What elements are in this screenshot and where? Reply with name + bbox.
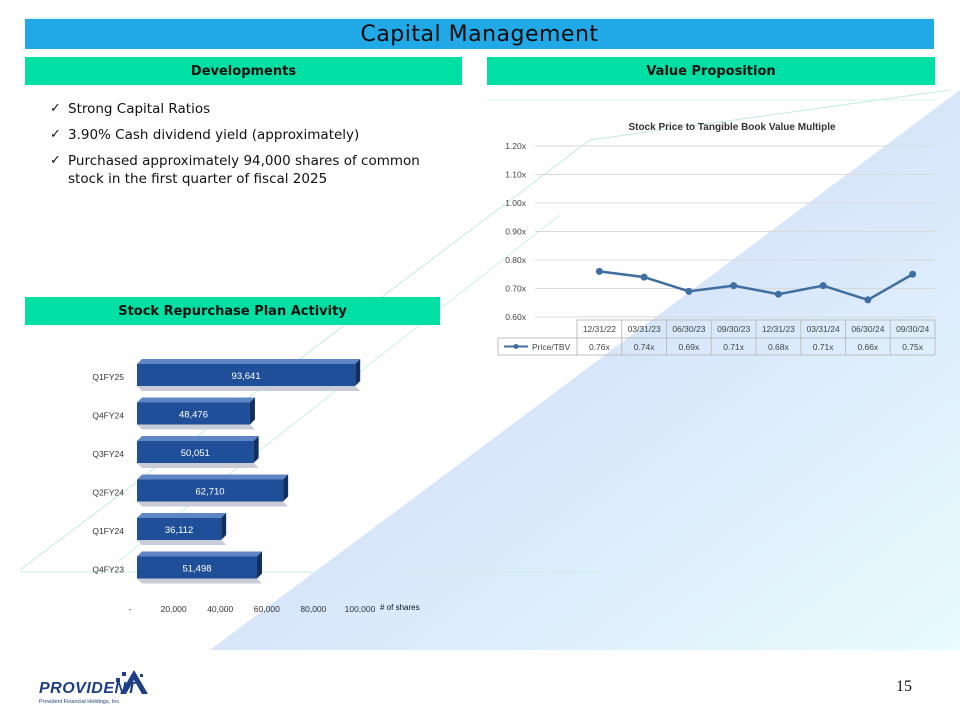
logo-wordmark: PROVIDENT bbox=[39, 680, 137, 697]
bar-value-label: 36,112 bbox=[164, 525, 194, 536]
bar-value-label: 51,498 bbox=[182, 563, 212, 575]
y-tick-label: 1.10x bbox=[505, 169, 526, 180]
bar-value-label: 93,641 bbox=[231, 371, 261, 382]
developments-header: Developments bbox=[25, 57, 462, 85]
bar-top bbox=[137, 475, 288, 480]
value-proposition-header: Value Proposition bbox=[487, 57, 935, 85]
data-table-value: 0.74x bbox=[633, 342, 655, 352]
data-point bbox=[909, 271, 916, 278]
y-category-label: Q1FY25 bbox=[92, 372, 124, 382]
x-tick-label: 100,000 bbox=[344, 604, 376, 614]
data-table-value: 0.75x bbox=[902, 342, 924, 352]
x-category-label: 03/31/23 bbox=[627, 324, 661, 334]
legend-label: Price/TBV bbox=[532, 342, 571, 352]
data-table-value: 0.68x bbox=[767, 342, 789, 352]
checkmark-icon: ✓ bbox=[50, 153, 61, 168]
data-point bbox=[864, 296, 871, 303]
x-axis-title: # of shares bbox=[380, 603, 420, 612]
logo-subtitle: Provident Financial Holdings, Inc. bbox=[39, 699, 121, 705]
y-category-label: Q4FY24 bbox=[92, 410, 124, 421]
bar-shadow bbox=[137, 463, 259, 468]
y-category-label: Q1FY24 bbox=[92, 526, 124, 536]
bar-value-label: 62,710 bbox=[195, 486, 225, 498]
data-table-value: 0.76x bbox=[588, 342, 610, 352]
data-point bbox=[641, 274, 648, 281]
bar-shadow bbox=[137, 540, 226, 545]
x-tick-label: 80,000 bbox=[300, 604, 327, 614]
y-tick-label: 0.60x bbox=[505, 312, 526, 322]
chart-title: Stock Price to Tangible Book Value Multiple bbox=[628, 122, 836, 133]
provident-logo bbox=[36, 664, 156, 708]
data-table-value: 0.66x bbox=[857, 342, 879, 352]
data-point bbox=[775, 291, 782, 298]
bar-top bbox=[137, 513, 226, 518]
x-category-label: 12/31/22 bbox=[582, 324, 616, 334]
bar-shadow bbox=[137, 502, 288, 507]
price-tbv-line-chart bbox=[490, 110, 940, 360]
y-tick-label: 0.70x bbox=[505, 283, 526, 294]
checkmark-icon: ✓ bbox=[50, 101, 61, 116]
x-category-label: 12/31/23 bbox=[761, 324, 795, 334]
list-item: ✓ 3.90% Cash dividend yield (approximately) bbox=[50, 127, 360, 143]
bar-top bbox=[137, 436, 259, 441]
list-item: ✓ Purchased approximately 94,000 shares of common stock in the first quarter of fiscal 2025 bbox=[50, 153, 420, 187]
y-tick-label: 0.80x bbox=[505, 255, 526, 265]
repurchase-header: Stock Repurchase Plan Activity bbox=[25, 297, 440, 325]
repurchase-bar-chart bbox=[80, 350, 460, 615]
y-tick-label: 0.90x bbox=[505, 226, 526, 237]
list-item: ✓ Strong Capital Ratios bbox=[50, 101, 211, 117]
y-tick-label: 1.00x bbox=[505, 198, 526, 208]
page-title: Capital Management bbox=[25, 17, 934, 49]
bar-shadow bbox=[137, 579, 262, 584]
bar-value-label: 48,476 bbox=[178, 409, 209, 421]
x-tick-label: 60,000 bbox=[253, 604, 280, 614]
legend-marker-icon bbox=[514, 344, 519, 349]
x-category-label: 03/31/24 bbox=[806, 324, 840, 334]
y-category-label: Q3FY24 bbox=[92, 449, 124, 459]
y-category-label: Q2FY24 bbox=[92, 487, 124, 498]
bar-top bbox=[137, 359, 360, 364]
page-number: 15 bbox=[896, 678, 912, 695]
data-point bbox=[730, 282, 737, 289]
bar-shadow bbox=[137, 425, 255, 430]
data-table-value: 0.71x bbox=[723, 342, 745, 352]
x-tick-label: - bbox=[128, 604, 132, 614]
data-table-value: 0.71x bbox=[812, 342, 834, 352]
data-point bbox=[820, 282, 827, 289]
data-point bbox=[596, 268, 603, 275]
bar-top bbox=[137, 398, 255, 403]
y-tick-label: 1.20x bbox=[505, 141, 526, 151]
x-tick-label: 20,000 bbox=[160, 604, 187, 614]
x-category-label: 09/30/24 bbox=[896, 324, 930, 334]
x-category-label: 06/30/23 bbox=[672, 324, 706, 334]
x-category-label: 09/30/23 bbox=[717, 324, 751, 334]
x-tick-label: 40,000 bbox=[207, 604, 234, 614]
bar-value-label: 50,051 bbox=[180, 448, 210, 459]
checkmark-icon: ✓ bbox=[50, 127, 61, 142]
y-category-label: Q4FY23 bbox=[92, 564, 124, 575]
x-category-label: 06/30/24 bbox=[851, 324, 885, 334]
bar-shadow bbox=[137, 386, 360, 391]
data-table-value: 0.69x bbox=[678, 342, 700, 352]
bar-top bbox=[137, 552, 262, 557]
developments-list bbox=[48, 100, 448, 196]
data-point bbox=[685, 288, 692, 295]
